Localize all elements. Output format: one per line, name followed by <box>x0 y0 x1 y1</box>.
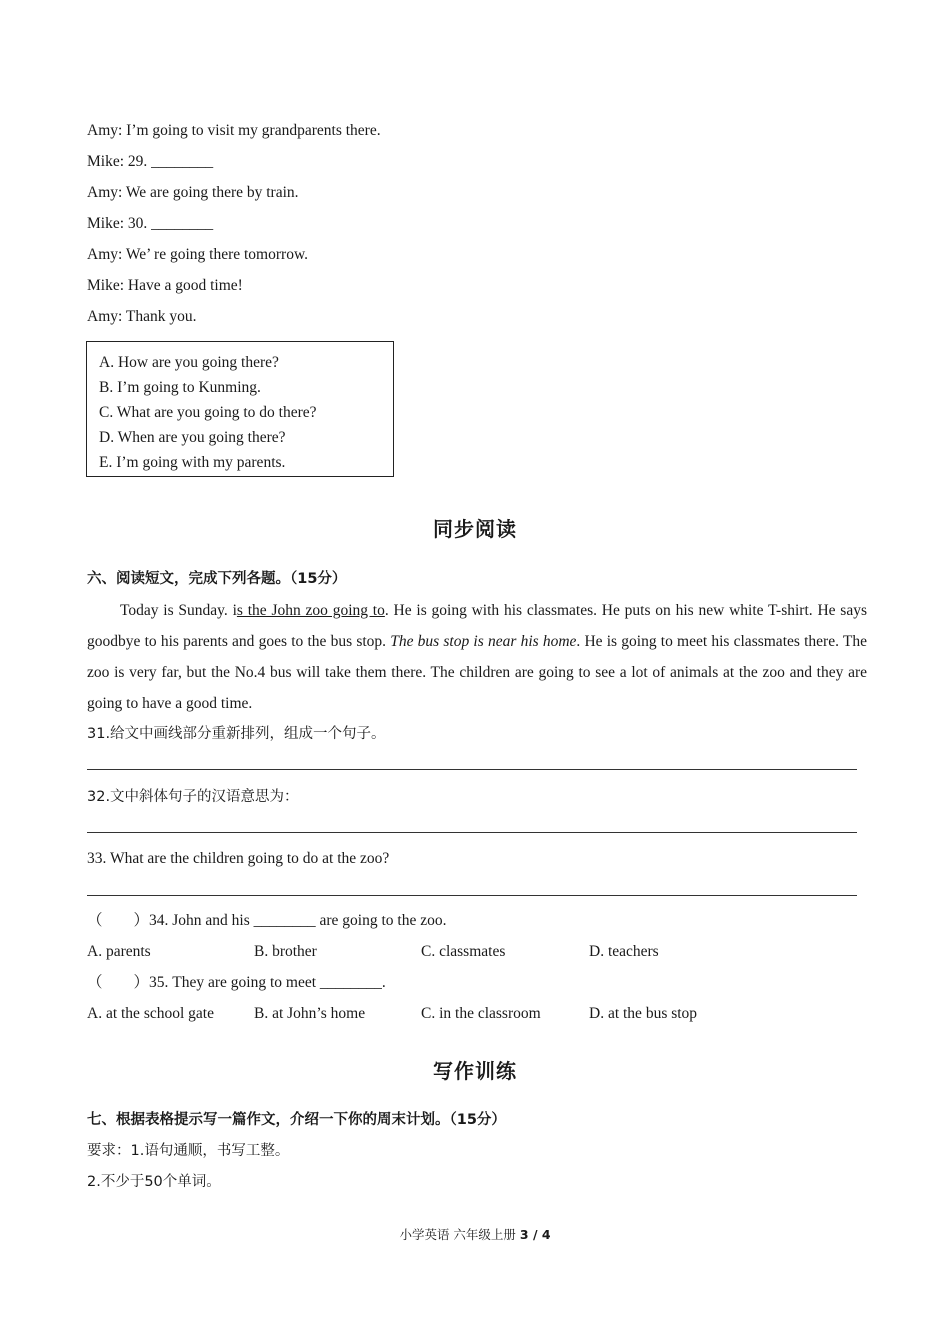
q34-option-c: C. classmates <box>421 943 506 960</box>
dialogue-line-1: Amy: I’m going to visit my grandparents there. <box>87 122 381 139</box>
option-a: A. How are you going there? <box>99 354 279 371</box>
reading-section-heading: 六、阅读短文，完成下列各题。（15分） <box>87 571 347 587</box>
dialogue-line-5: Amy: We’ re going there tomorrow. <box>87 246 309 263</box>
option-e: E. I’m going with my parents. <box>99 454 286 471</box>
dialogue-line-3: Amy: We are going there by train. <box>87 184 299 201</box>
footer-text: 小学英语 六年级上册 <box>399 1227 520 1242</box>
q35-option-d: D. at the bus stop <box>589 1005 698 1022</box>
writing-requirement-1: 要求：1.语句通顺，书写工整。 <box>87 1143 290 1159</box>
question-35: （ ）35. They are going to meet ________. <box>87 974 386 991</box>
q34-option-a: A. parents <box>87 943 151 960</box>
q35-option-a: A. at the school gate <box>87 1005 214 1022</box>
passage-italic: The bus stop is near his home <box>390 633 577 650</box>
options-box <box>86 341 394 477</box>
answer-line-33[interactable] <box>87 895 857 896</box>
q35-option-b: B. at John’s home <box>254 1005 366 1022</box>
writing-title: 写作训练 <box>433 1059 517 1083</box>
dialogue-line-7: Amy: Thank you. <box>87 308 197 325</box>
q34-option-b: B. brother <box>254 943 317 960</box>
page-number: 3 / 4 <box>519 1227 551 1242</box>
option-b: B. I’m going to Kunming. <box>99 379 261 396</box>
question-34: （ ）34. John and his ________ are going to the zoo. <box>87 912 447 929</box>
writing-requirement-2: 2.不少于50个单词。 <box>87 1174 221 1190</box>
q35-option-c: C. in the classroom <box>421 1005 541 1022</box>
passage-underlined: s the John zoo going to <box>236 602 385 619</box>
passage-mid: . He is going with his classmates. He puts on his new white T-shirt. He says goodbye to his parents and goes to the bus stop. <box>87 602 868 650</box>
answer-line-31[interactable] <box>87 769 857 770</box>
reading-title: 同步阅读 <box>433 517 517 541</box>
option-c: C. What are you going to do there? <box>99 404 317 421</box>
answer-line-32[interactable] <box>87 832 857 833</box>
question-32: 32.文中斜体句子的汉语意思为： <box>87 789 299 805</box>
dialogue-line-4: Mike: 30. ________ <box>87 215 214 232</box>
reading-passage <box>87 595 867 719</box>
question-31: 31.给文中画线部分重新排列，组成一个句子。 <box>87 726 386 742</box>
passage-start: Today is Sunday. i <box>120 602 237 619</box>
question-33: 33. What are the children going to do at the zoo? <box>87 850 390 867</box>
passage-end: . He is going to meet his classmates there. The zoo is very far, but the No.4 bus will take them there. The children are going to see a lot of animals at the zoo and they are going to have a good time. <box>87 633 867 712</box>
writing-section-heading: 七、根据表格提示写一篇作文，介绍一下你的周末计划。（15分） <box>87 1112 506 1128</box>
dialogue-line-2: Mike: 29. ________ <box>87 153 214 170</box>
page-footer <box>0 1225 950 1243</box>
option-d: D. When are you going there? <box>99 429 286 446</box>
dialogue-line-6: Mike: Have a good time! <box>87 277 243 294</box>
q34-option-d: D. teachers <box>589 943 659 960</box>
